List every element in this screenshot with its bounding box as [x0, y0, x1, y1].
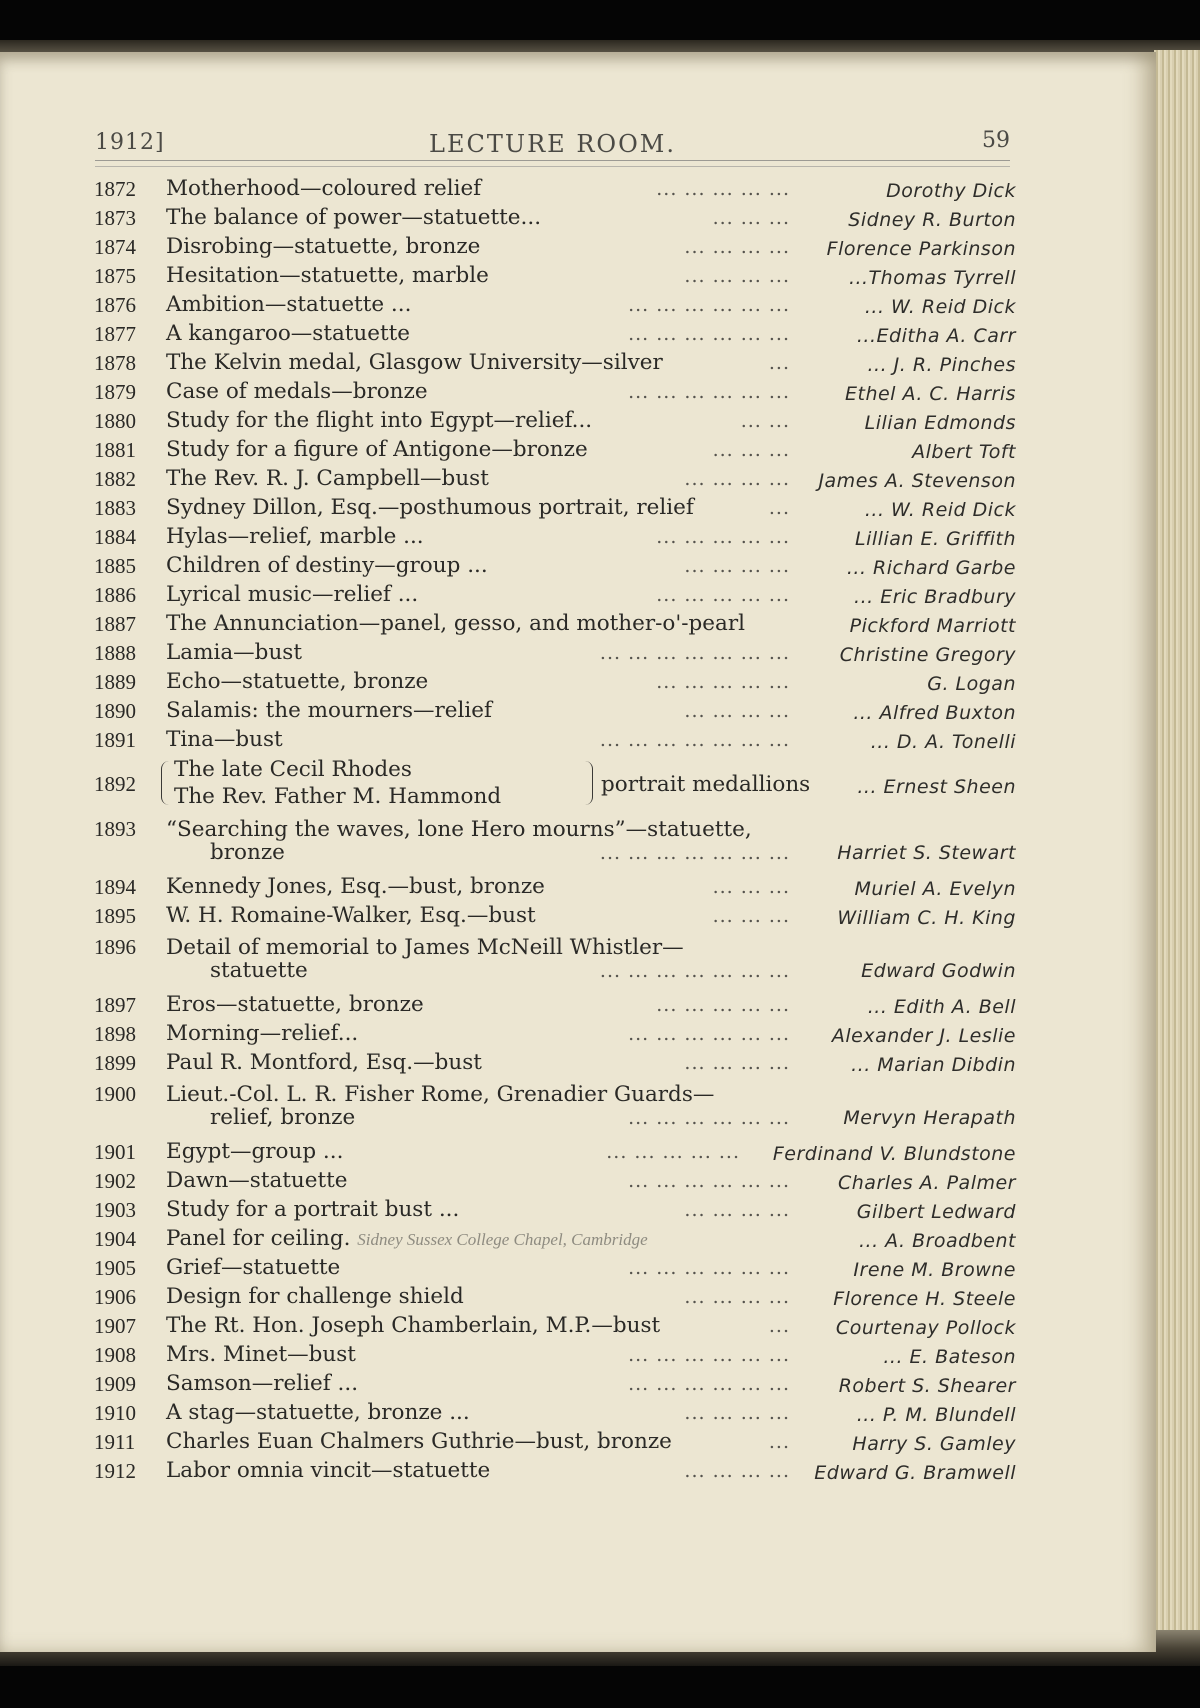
leader-dots: ... ... ... ... ... [656, 671, 790, 693]
running-head [95, 124, 1010, 164]
entry-title: Case of medals—bronze [166, 379, 428, 404]
catalogue-entry [90, 203, 1020, 233]
leader-dots: ... ... ... ... ... ... [628, 1344, 790, 1366]
entry-artist: ... A. Broadbent [858, 1230, 1016, 1252]
catalogue-entry-bracketed [90, 756, 1020, 812]
entry-artist: ... Eric Bradbury [854, 586, 1016, 608]
entry-artist: Robert S. Shearer [838, 1375, 1016, 1397]
entry-year: 1899 [94, 1051, 136, 1075]
bracket-label: portrait medallions [601, 772, 811, 797]
catalogue-entry [90, 290, 1020, 320]
entry-year: 1873 [94, 206, 136, 230]
entry-title: Disrobing—statuette, bronze [166, 234, 481, 259]
entry-year: 1883 [94, 496, 136, 520]
leader-dots: ... [768, 1431, 790, 1453]
entry-year: 1887 [94, 612, 136, 636]
entry-year: 1875 [94, 264, 136, 288]
entry-artist: ... Marian Dibdin [851, 1054, 1016, 1076]
header-year: 1912] [95, 130, 165, 155]
entry-artist: William C. H. King [837, 907, 1016, 929]
leader-dots: ... ... ... ... ... ... [628, 1373, 790, 1395]
catalogue-entry [90, 1048, 1020, 1078]
entry-artist: Mervyn Herapath [843, 1107, 1016, 1129]
catalogue-entry [90, 901, 1020, 931]
entry-year: 1912 [94, 1459, 136, 1483]
catalogue-entry [90, 551, 1020, 581]
entry-year: 1872 [94, 177, 136, 201]
entry-title: Sydney Dillon, Esq.—posthumous portrait, relief [166, 495, 694, 520]
entry-title: Grief—statuette [166, 1255, 341, 1280]
catalogue-entry [90, 261, 1020, 291]
entry-title: W. H. Romaine-Walker, Esq.—bust [166, 903, 536, 928]
entry-title: Samson—relief ... [166, 1371, 359, 1396]
entry-year: 1905 [94, 1256, 136, 1280]
entry-year: 1900 [94, 1082, 136, 1106]
entry-artist: Christine Gregory [839, 644, 1016, 666]
entry-title: A stag—statuette, bronze ... [166, 1400, 470, 1425]
entry-year: 1886 [94, 583, 136, 607]
entry-artist: ... P. M. Blundell [856, 1404, 1016, 1426]
leader-dots: ... ... ... ... ... ... [628, 1257, 790, 1279]
leader-dots: ... ... ... ... [684, 1199, 790, 1221]
entry-artist: Ethel A. C. Harris [844, 383, 1016, 405]
catalogue-entry [90, 814, 1020, 868]
leader-dots: ... ... ... ... ... [656, 178, 790, 200]
entry-title: Lamia—bust [166, 640, 302, 665]
leader-dots: ... ... ... ... ... ... [628, 1023, 790, 1045]
entry-year: 1874 [94, 235, 136, 259]
leader-dots: ... ... ... ... ... ... [628, 323, 790, 345]
entry-artist: ... Edith A. Bell [867, 996, 1016, 1018]
entry-artist: Florence H. Steele [833, 1288, 1016, 1310]
leader-dots: ... ... ... [712, 439, 790, 461]
entry-year: 1892 [94, 772, 136, 796]
leader-dots: ... ... ... ... [684, 1402, 790, 1424]
entry-title: Study for a figure of Antigone—bronze [166, 437, 588, 462]
entry-year: 1897 [94, 993, 136, 1017]
right-brace [584, 761, 593, 805]
entry-title-line2: relief, bronze [210, 1105, 356, 1130]
entry-title-line1: The late Cecil Rhodes [174, 757, 412, 782]
catalogue-entry [90, 1398, 1020, 1428]
leader-dots: ... ... ... ... ... ... [628, 381, 790, 403]
leader-dots: ... ... ... ... ... [656, 584, 790, 606]
catalogue-entry [90, 1311, 1020, 1341]
entry-title: The Kelvin medal, Glasgow University—silver [166, 350, 663, 375]
entry-artist: Ferdinand V. Blundstone [772, 1143, 1016, 1165]
entry-year: 1910 [94, 1401, 136, 1425]
leader-dots: ... ... ... [712, 905, 790, 927]
entry-year: 1896 [94, 935, 136, 959]
leader-dots: ... ... ... ... [684, 468, 790, 490]
leader-dots: ... ... ... ... ... [656, 526, 790, 548]
entry-year: 1902 [94, 1169, 136, 1193]
entry-title: Labor omnia vincit—statuette [166, 1458, 491, 1483]
entry-year: 1889 [94, 670, 136, 694]
entry-title: Tina—bust [166, 727, 283, 752]
entry-title: Study for a portrait bust ... [166, 1197, 460, 1222]
leader-dots: ... ... ... [712, 876, 790, 898]
catalogue-entry [90, 1224, 1020, 1254]
leader-dots: ... ... ... [712, 207, 790, 229]
entry-artist: ... D. A. Tonelli [870, 731, 1016, 753]
entry-title: The Rev. R. J. Campbell—bust [166, 466, 489, 491]
entry-year: 1880 [94, 409, 136, 433]
leader-dots: ... ... ... ... ... ... ... [599, 960, 790, 982]
entry-title: The Rt. Hon. Joseph Chamberlain, M.P.—bust [166, 1313, 661, 1338]
catalogue-entry [90, 1195, 1020, 1225]
leader-dots: ... [768, 497, 790, 519]
catalogue-entry [90, 377, 1020, 407]
leader-dots: ... [768, 352, 790, 374]
catalogue-entry [90, 232, 1020, 262]
entry-title: Dawn—statuette [166, 1168, 348, 1193]
leader-dots: ... ... [740, 410, 790, 432]
catalogue-entry [90, 1137, 1020, 1167]
entry-year: 1890 [94, 699, 136, 723]
bracketed-titles [166, 756, 811, 810]
entry-title: Hesitation—statuette, marble [166, 263, 489, 288]
leader-dots: ... ... ... ... ... ... [628, 1170, 790, 1192]
entry-artist: ... Alfred Buxton [853, 702, 1016, 724]
entry-artist: ...Thomas Tyrrell [848, 267, 1016, 289]
entry-artist: ... E. Bateson [883, 1346, 1016, 1368]
entry-title: Study for the flight into Egypt—relief... [166, 408, 593, 433]
entry-title: The Annunciation—panel, gesso, and mother-o'-pearl [166, 611, 745, 636]
catalogue-entry [90, 435, 1020, 465]
catalogue-entry [90, 319, 1020, 349]
entry-artist: ... Ernest Sheen [857, 776, 1016, 798]
entry-title: Echo—statuette, bronze [166, 669, 429, 694]
leader-dots: ... ... ... ... [684, 265, 790, 287]
catalogue-entry [90, 1456, 1020, 1486]
leader-dots: ... ... ... ... [684, 700, 790, 722]
entry-artist: Edward G. Bramwell [814, 1462, 1016, 1484]
entry-artist: Alexander J. Leslie [831, 1025, 1016, 1047]
entry-title: Paul R. Montford, Esq.—bust [166, 1050, 482, 1075]
entry-artist: Gilbert Ledward [856, 1201, 1016, 1223]
entry-title-line2: The Rev. Father M. Hammond [174, 784, 502, 809]
entry-year: 1884 [94, 525, 136, 549]
entry-artist: ... W. Reid Dick [864, 499, 1016, 521]
entry-title-main: Panel for ceiling. [166, 1226, 351, 1251]
entry-year: 1898 [94, 1022, 136, 1046]
entry-year: 1882 [94, 467, 136, 491]
catalogue-entry [90, 522, 1020, 552]
entry-artist: Lilian Edmonds [864, 412, 1016, 434]
entry-artist: ... Richard Garbe [846, 557, 1016, 579]
leader-dots: ... ... ... ... ... ... [628, 294, 790, 316]
entry-artist: G. Logan [927, 673, 1016, 695]
catalogue-entry [90, 580, 1020, 610]
entry-year: 1893 [94, 817, 136, 841]
entry-artist: Charles A. Palmer [838, 1172, 1016, 1194]
entry-artist: Florence Parkinson [826, 238, 1016, 260]
entry-title: Lyrical music—relief ... [166, 582, 419, 607]
header-rule [95, 160, 1010, 167]
header-title: LECTURE ROOM. [429, 130, 676, 158]
catalogue-entry [90, 638, 1020, 668]
catalogue-entry [90, 348, 1020, 378]
entry-title [166, 1224, 648, 1255]
catalogue-entry [90, 1340, 1020, 1370]
entry-artist: Edward Godwin [861, 960, 1016, 982]
catalogue-entry [90, 1079, 1020, 1133]
book-page [0, 52, 1156, 1652]
catalogue-entry [90, 872, 1020, 902]
entry-year: 1906 [94, 1285, 136, 1309]
entry-title-line2: bronze [210, 840, 285, 865]
entry-artist: Muriel A. Evelyn [854, 878, 1016, 900]
catalogue-entry [90, 1282, 1020, 1312]
entry-year: 1881 [94, 438, 136, 462]
entry-title: Eros—statuette, bronze [166, 992, 424, 1017]
leader-dots: ... ... ... ... [684, 1286, 790, 1308]
entry-title-line1: “Searching the waves, lone Hero mourns”—statuette, [166, 817, 752, 842]
leader-dots: ... ... ... ... ... ... [628, 1107, 790, 1129]
entry-title-line1: Lieut.-Col. L. R. Fisher Rome, Grenadier Guards— [166, 1082, 715, 1107]
entry-year: 1885 [94, 554, 136, 578]
leader-dots: ... ... ... ... ... ... ... [599, 729, 790, 751]
entry-artist: Irene M. Browne [853, 1259, 1016, 1281]
catalogue-entry [90, 1369, 1020, 1399]
entry-year: 1909 [94, 1372, 136, 1396]
entry-artist: Pickford Marriott [849, 615, 1016, 637]
entry-year: 1903 [94, 1198, 136, 1222]
entry-title: Ambition—statuette ... [166, 292, 412, 317]
catalogue-entry [90, 990, 1020, 1020]
entry-year: 1895 [94, 904, 136, 928]
catalogue-entry [90, 1253, 1020, 1283]
entry-title: Charles Euan Chalmers Guthrie—bust, bronze [166, 1429, 672, 1454]
entry-title-line2: statuette [210, 958, 308, 983]
catalogue-entry [90, 667, 1020, 697]
catalogue-entry [90, 406, 1020, 436]
catalogue-entry [90, 1427, 1020, 1457]
entry-title: The balance of power—statuette... [166, 205, 542, 230]
entry-title: A kangaroo—statuette [166, 321, 411, 346]
catalogue-entry [90, 932, 1020, 986]
entry-year: 1878 [94, 351, 136, 375]
entry-artist: ... W. Reid Dick [864, 296, 1016, 318]
entry-artist: Sidney R. Burton [848, 209, 1016, 231]
entry-year: 1879 [94, 380, 136, 404]
leader-dots: ... ... ... ... [684, 236, 790, 258]
entry-year: 1894 [94, 875, 136, 899]
entry-artist: Courtenay Pollock [835, 1317, 1016, 1339]
entry-title: Children of destiny—group ... [166, 553, 488, 578]
catalogue-entry [90, 725, 1020, 755]
entry-year: 1891 [94, 728, 136, 752]
entry-artist: James A. Stevenson [818, 470, 1016, 492]
catalogue-entry [90, 174, 1020, 204]
leader-dots: ... [768, 1315, 790, 1337]
entry-year: 1904 [94, 1227, 136, 1251]
entry-title-line1: Detail of memorial to James McNeill Whistler— [166, 935, 684, 960]
book-page-edges [1154, 50, 1200, 1660]
entry-artist: Dorothy Dick [886, 180, 1016, 202]
left-brace [161, 761, 170, 805]
catalogue-entry [90, 696, 1020, 726]
leader-dots: ... ... ... ... ... [606, 1141, 740, 1163]
entry-artist: Albert Toft [912, 441, 1016, 463]
entry-title: Morning—relief... [166, 1021, 359, 1046]
catalogue-entry [90, 609, 1020, 639]
entry-location-note: Sidney Sussex College Chapel, Cambridge [357, 1230, 648, 1249]
entry-title: Design for challenge shield [166, 1284, 464, 1309]
leader-dots: ... ... ... ... [684, 1052, 790, 1074]
entry-artist: ...Editha A. Carr [856, 325, 1016, 347]
entry-year: 1908 [94, 1343, 136, 1367]
catalogue-entry [90, 1166, 1020, 1196]
entry-title: Kennedy Jones, Esq.—bust, bronze [166, 874, 545, 899]
entry-year: 1911 [94, 1430, 136, 1454]
entry-year: 1888 [94, 641, 136, 665]
entry-year: 1901 [94, 1140, 136, 1164]
entry-artist: Harriet S. Stewart [837, 842, 1016, 864]
entry-title: Salamis: the mourners—relief [166, 698, 492, 723]
catalogue-entry [90, 464, 1020, 494]
catalogue-entry [90, 493, 1020, 523]
leader-dots: ... ... ... ... ... ... ... [599, 642, 790, 664]
leader-dots: ... ... ... ... [684, 555, 790, 577]
leader-dots: ... ... ... ... ... [656, 994, 790, 1016]
entry-artist: ... J. R. Pinches [867, 354, 1016, 376]
entry-year: 1877 [94, 322, 136, 346]
leader-dots: ... ... ... ... [684, 1460, 790, 1482]
entry-title: Hylas—relief, marble ... [166, 524, 424, 549]
entry-artist: Lillian E. Griffith [855, 528, 1016, 550]
catalogue-entry [90, 1019, 1020, 1049]
entry-title: Mrs. Minet—bust [166, 1342, 356, 1367]
page-number: 59 [982, 128, 1010, 153]
entry-title: Motherhood—coloured relief [166, 176, 482, 201]
leader-dots: ... ... ... ... ... ... ... [599, 842, 790, 864]
entry-artist: Harry S. Gamley [852, 1433, 1016, 1455]
entry-year: 1907 [94, 1314, 136, 1338]
entry-title: Egypt—group ... [166, 1139, 344, 1164]
entry-year: 1876 [94, 293, 136, 317]
